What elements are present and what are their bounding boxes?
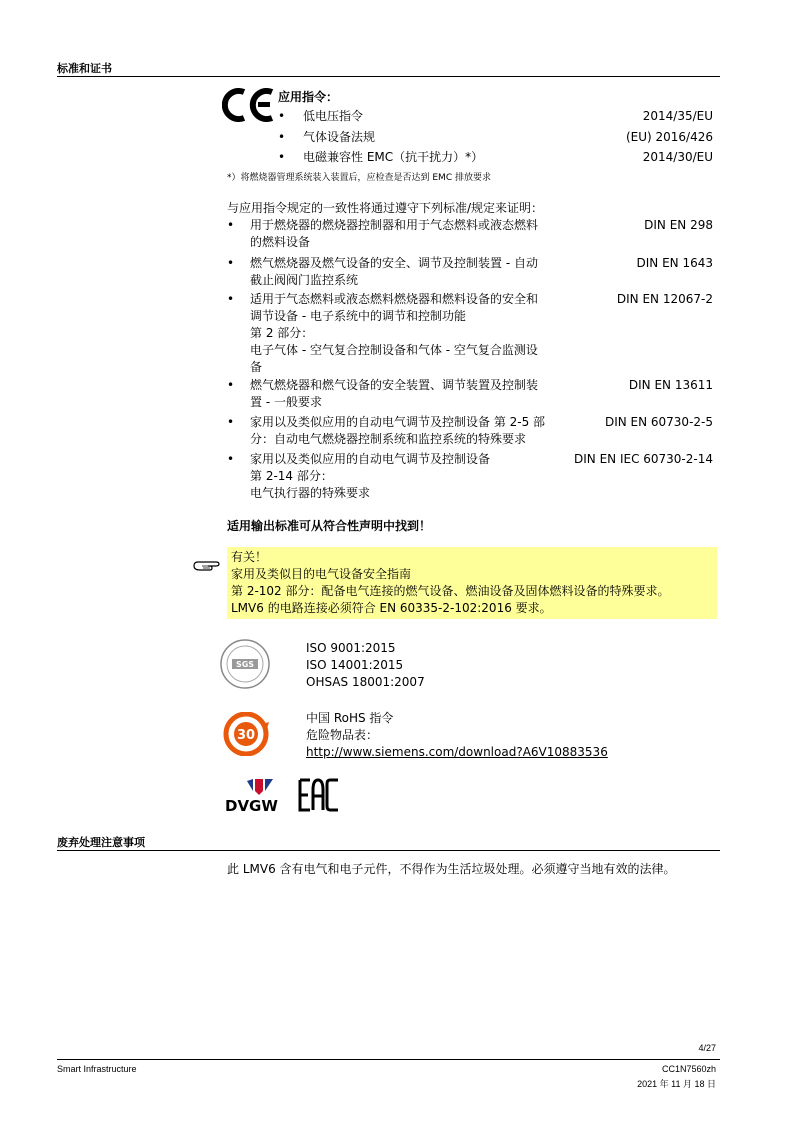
section-rule (57, 76, 720, 77)
footer-rule (57, 1059, 720, 1060)
ce-mark-icon (222, 88, 276, 126)
standards-intro: 与应用指令规定的一致性将通过遵守下列标准/规定来证明： (227, 201, 544, 215)
note-line: 有关！ (231, 550, 268, 564)
section-title-standards: 标准和证书 (57, 62, 112, 75)
note-line: 第 2-102 部分：配备电气连接的燃气设备、燃油设备及固体燃料设备的特殊要求。 (231, 584, 670, 598)
rohs-download-link[interactable]: http://www.siemens.com/download?A6V10883536 (306, 745, 608, 759)
footer-date: 2021 年 11 月 18 日 (637, 1079, 716, 1089)
iso-list (306, 640, 425, 691)
rohs-line: 中国 RoHS 指令 (306, 711, 394, 725)
rohs-line: 危险物品表： (306, 728, 379, 742)
dvgw-text: DVGW (225, 797, 278, 813)
rohs-30-badge-icon (221, 712, 271, 760)
iso-line: OHSAS 18001:2007 (306, 675, 425, 689)
iso-certification-seal-icon (219, 638, 271, 694)
rohs-info (306, 710, 608, 761)
page-number: 4/27 (698, 1043, 716, 1053)
emc-footnote: *）将燃烧器管理系统装入装置后，应检查是否达到 EMC 排放要求 (227, 173, 491, 183)
section-title-disposal: 废弃处理注意事项 (57, 836, 145, 849)
ce-heading: 应用指令： (278, 90, 339, 104)
note-line: LMV6 的电路连接必须符合 EN 60335-2-102:2016 要求。 (231, 601, 552, 615)
footer-company: Smart Infrastructure (57, 1064, 137, 1074)
rohs-badge-number: 30 (236, 728, 256, 743)
disposal-text: 此 LMV6 含有电气和电子元件，不得作为生活垃圾处理。必须遵守当地有效的法律。 (227, 862, 676, 876)
eac-logo (298, 778, 342, 816)
footer-doc-id: CC1N7560zh (661, 1064, 716, 1074)
iso-line: ISO 9001:2015 (306, 641, 396, 655)
note-box (227, 547, 717, 619)
section-rule (57, 850, 720, 851)
iso-line: ISO 14001:2015 (306, 658, 404, 672)
note-line: 家用及类似目的电气设备安全指南 (231, 567, 412, 581)
pointing-hand-icon (192, 557, 222, 577)
dvgw-logo (225, 777, 291, 817)
svg-text:SGS: SGS (235, 660, 255, 669)
output-standards-note: 适用输出标准可从符合性声明中找到！ (227, 519, 432, 533)
